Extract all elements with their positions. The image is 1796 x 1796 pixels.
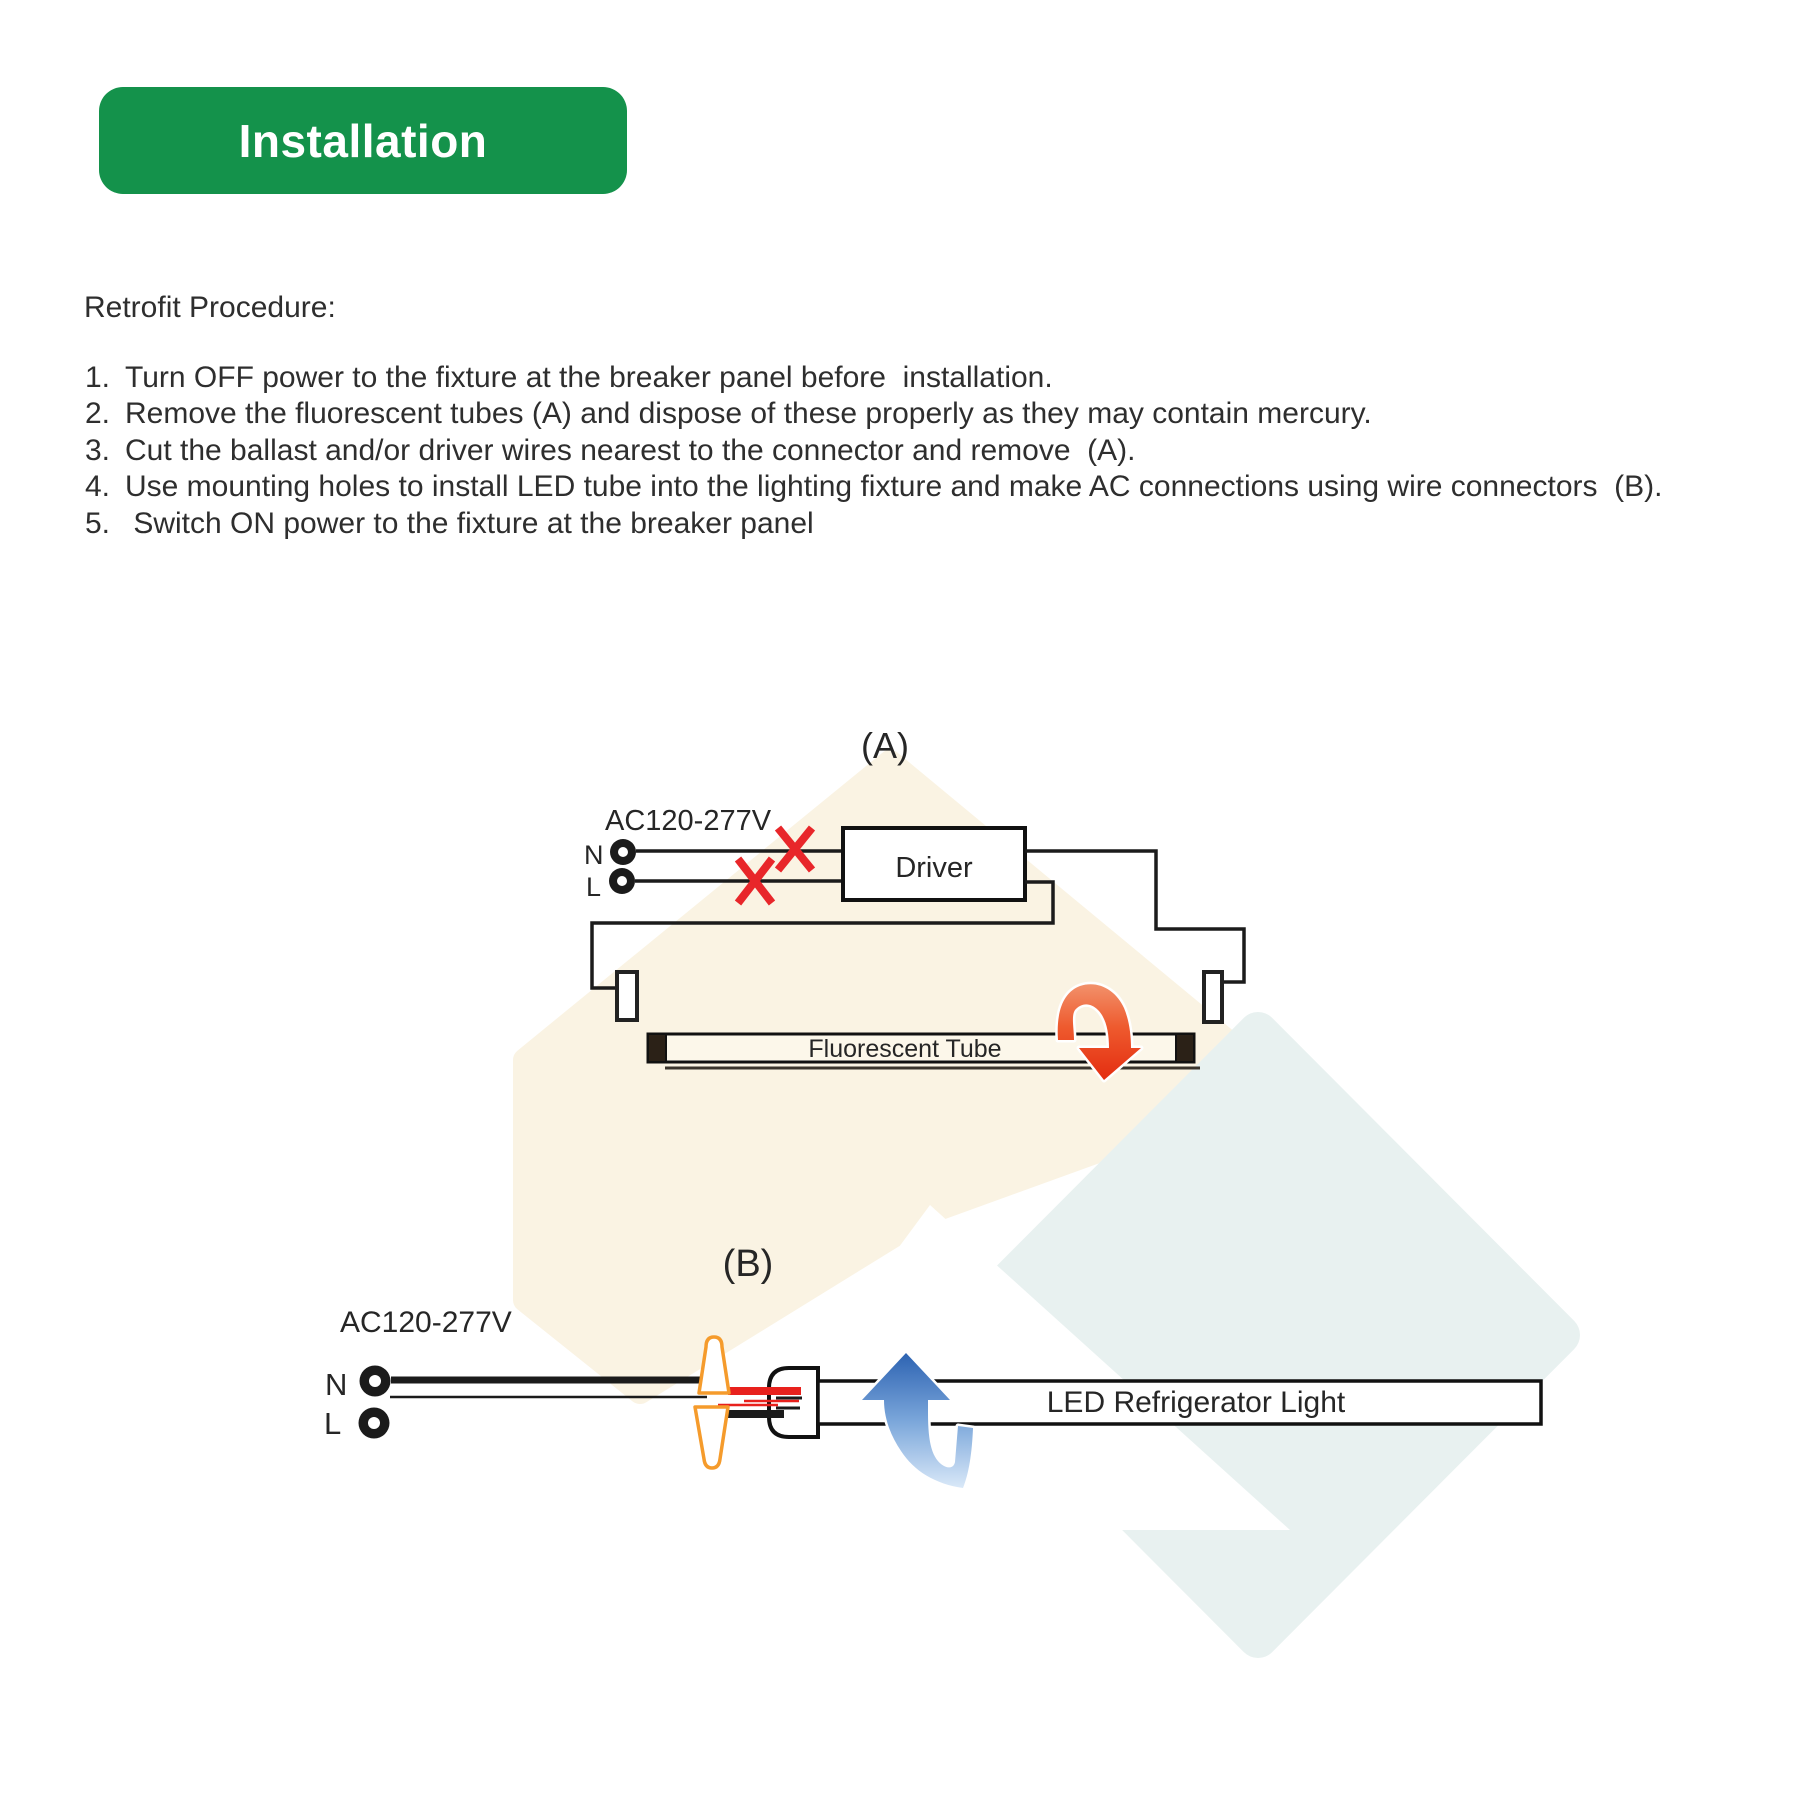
diagram-b-neutral-label: N [325, 1367, 348, 1402]
step-number: 4. [85, 470, 111, 504]
diagram-b-voltage-label: AC120-277V [340, 1306, 512, 1339]
step-text: Turn OFF power to the fixture at the breaker panel before installation. [125, 361, 1053, 394]
diagram-a-label: (A) [861, 725, 909, 766]
fluorescent-tube-label: Fluorescent Tube [808, 1035, 1002, 1063]
tube-end-cap [648, 1034, 666, 1062]
procedure-title: Retrofit Procedure: [84, 291, 336, 324]
step-text: Cut the ballast and/or driver wires nearest to the connector and remove (A). [125, 433, 1136, 467]
terminal-l-icon [359, 1408, 390, 1439]
wire-nut-icon [695, 1407, 728, 1468]
tube-end-cap [1176, 1034, 1194, 1062]
tube-socket-pin [1204, 972, 1222, 1022]
diagram-b-label: (B) [722, 1243, 774, 1285]
background-decoration [525, 762, 1560, 1638]
led-tube-label: LED Refrigerator Light [1046, 1386, 1346, 1419]
step-text: Use mounting holes to install LED tube into the lighting fixture and make AC connections using wire connectors (B). [125, 470, 1663, 504]
diagram-a-line-label: L [586, 872, 602, 902]
step-number: 2. [85, 397, 111, 431]
terminal-n-icon [360, 1366, 391, 1397]
terminal-n-icon [610, 839, 636, 865]
tube-connector [769, 1368, 818, 1437]
driver-box-label: Driver [895, 852, 973, 884]
diagram-a-voltage-label: AC120-277V [605, 805, 772, 837]
section-badge-label: Installation [238, 114, 488, 167]
step-number: 5. [85, 506, 111, 540]
step-text: Remove the fluorescent tubes (A) and dispose of these properly as they may contain mercury. [125, 397, 1372, 431]
tube-socket-pin [617, 972, 637, 1020]
step-number: 1. [85, 361, 111, 394]
diagram-a-neutral-label: N [584, 840, 604, 870]
step-text: Switch ON power to the fixture at the breaker panel [125, 506, 814, 540]
diagram-b-line-label: L [324, 1406, 342, 1441]
step-number: 3. [85, 433, 111, 467]
terminal-l-icon [609, 868, 635, 894]
